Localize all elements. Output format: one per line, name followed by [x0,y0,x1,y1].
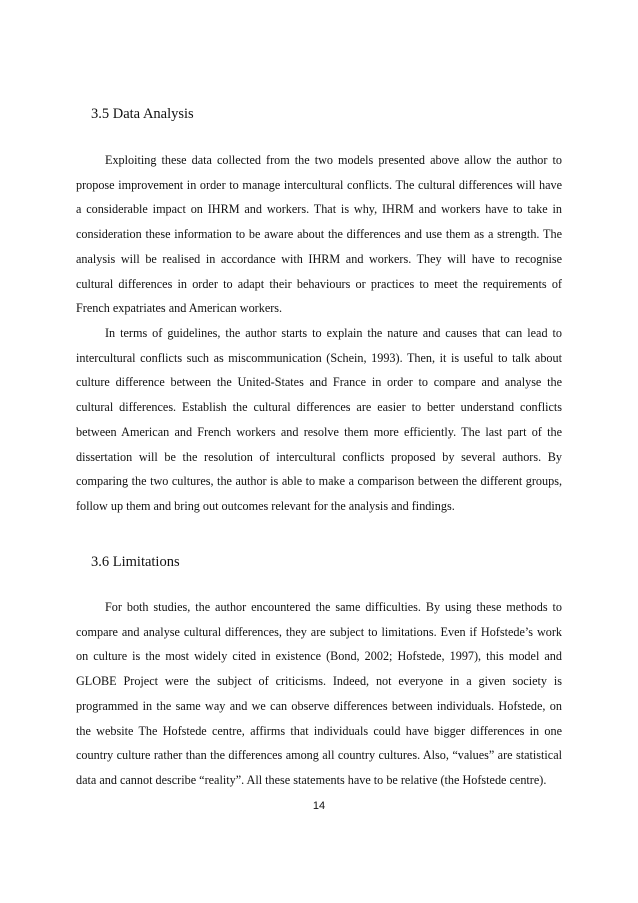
section-heading-data-analysis: 3.5 Data Analysis [91,106,194,122]
section-heading-limitations: 3.6 Limitations [91,554,180,570]
paragraph-limitations-1: For both studies, the author encountered the same difficulties. By using these methods to compare and analyse cultural differences, they are subject to limitations. Even if Hofstede’s work on culture is the most widely cited in existence (Bond, 2002; Hofstede, 1997), this model and GLOBE Project were the subject of criticisms. Indeed, not everyone in a given society is programmed in the same way and we can observe differences between individuals. Hofstede, on the website The Hofstede centre, affirms that individuals could have bigger differences in one country culture rather than the differences among all country cultures. Also, “values” are statistical data and cannot describe “reality”. All these statements have to be relative (the Hofstede centre). [76,600,562,787]
paragraph-data-analysis-1: Exploiting these data collected from the two models presented above allow the author to propose improvement in order to manage intercultural conflicts. The cultural differences will have a considerable impact on IHRM and workers. That is why, IHRM and workers have to take in consideration these information to be aware about the differences and use them as a strength. The analysis will be realised in accordance with IHRM and workers. They will have to recognise cultural differences in order to adapt their behaviours or practices to meet the requirements of French expatriates and American workers. [76,153,562,316]
paragraph-data-analysis-2: In terms of guidelines, the author starts to explain the nature and causes that can lead to intercultural conflicts such as miscommunication (Schein, 1993). Then, it is useful to talk about culture difference between the United-States and France in order to compare and analyse the cultural differences. Establish the cultural differences are easier to better understand conflicts between American and French workers and resolve them more efficiently. The last part of the dissertation will be the resolution of intercultural conflicts proposed by several authors. By comparing the two cultures, the author is able to make a comparison between the different groups, follow up them and bring out outcomes relevant for the analysis and findings. [76,326,562,513]
page-number: 14 [312,800,326,812]
